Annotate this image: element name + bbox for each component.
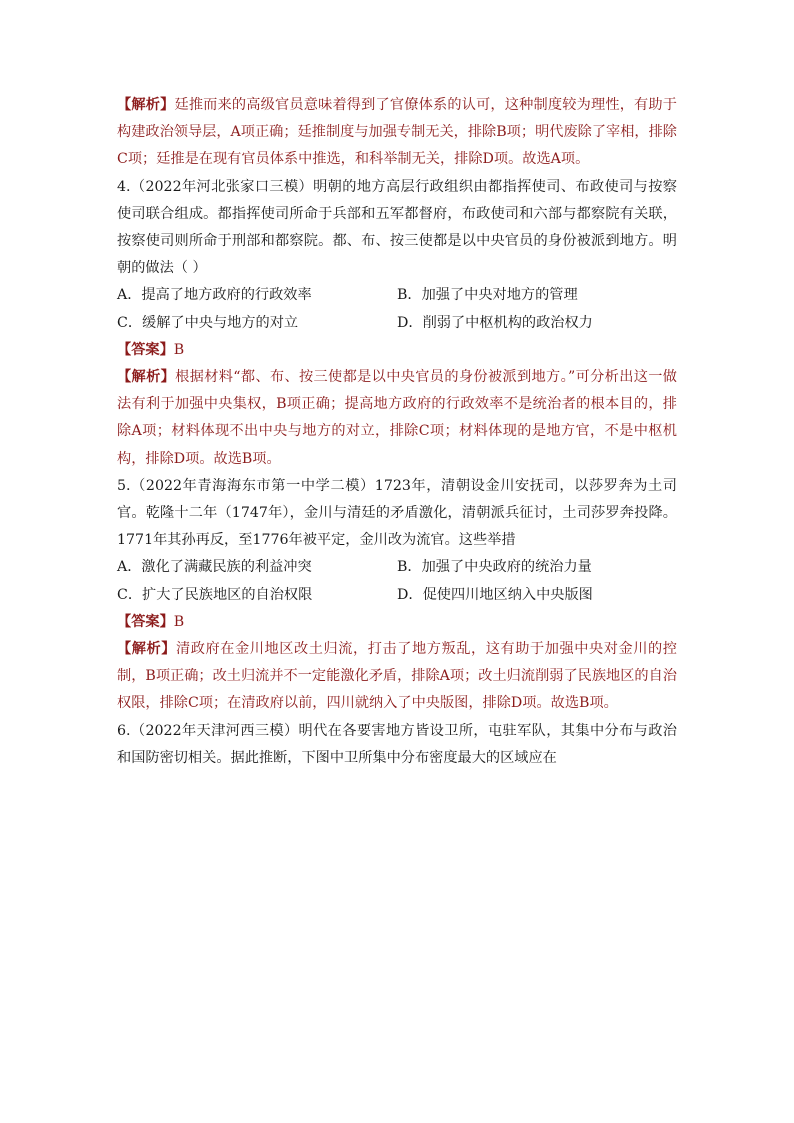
analysis-text: 清政府在金川地区改土归流，打击了地方叛乱，这有助于加强中央对金川的控制，B项正确；改土归流并不一定能激化矛盾，排除A项；改土归流削弱了民族地区的自治权限，排除C项；在清政府以前，四川就纳入了中央版图，排除D项。故选B项。 bbox=[117, 641, 677, 712]
question-6-stem: 6.（2022年天津河西三模）明代在各要害地方皆设卫所，屯驻军队，其集中分布与政治和国防密切相关。据此推断，下图中卫所集中分布密度最大的区域应在 bbox=[117, 722, 677, 766]
option-b: B．加强了中央政府的统治力量 bbox=[397, 559, 592, 576]
option-c: C．缓解了中央与地方的对立 bbox=[117, 314, 299, 331]
option-c: C．扩大了民族地区的自治权限 bbox=[117, 586, 313, 603]
question-4-stem: 4.（2022年河北张家口三模）明朝的地方高层行政组织由都指挥使司、布政使司与按察使司联合组成。都指挥使司所命于兵部和五军都督府，布政使司和六部与都察院有关联，按察使司则所命于刑部和都察院。都、布、按三使都是以中央官员的身份被派到地方。明朝的做法（ ） bbox=[117, 178, 677, 277]
answer-value: B bbox=[173, 341, 185, 358]
option-a: A．激化了满藏民族的利益冲突 bbox=[117, 559, 312, 576]
answer-tag: 【答案】 bbox=[117, 341, 174, 358]
document-page bbox=[117, 92, 677, 772]
answer-tag: 【答案】 bbox=[117, 613, 174, 630]
question-5-analysis bbox=[117, 636, 677, 718]
answer-value: B bbox=[173, 613, 185, 630]
question-4-analysis bbox=[117, 364, 677, 473]
analysis-text: 根据材料“都、布、按三使都是以中央官员的身份被派到地方。”可分析出这一做法有利于加强中央集权，B项正确；提高地方政府的行政效率不是统治者的根本目的，排除A项；材料体现不出中央与地方的对立，排除C项；材料体现的是地方官，不是中枢机构，排除D项。故选B项。 bbox=[117, 369, 677, 467]
q3-analysis bbox=[117, 92, 677, 174]
option-b: B．加强了中央对地方的管理 bbox=[397, 287, 578, 304]
option-d: D．促使四川地区纳入中央版图 bbox=[397, 586, 593, 603]
question-4-options bbox=[117, 282, 677, 336]
analysis-tag: 【解析】 bbox=[117, 641, 177, 658]
analysis-tag: 【解析】 bbox=[117, 369, 176, 386]
question-4-answer bbox=[117, 337, 677, 364]
option-d: D．削弱了中枢机构的政治权力 bbox=[397, 314, 593, 331]
analysis-text: 廷推而来的高级官员意味着得到了官僚体系的认可，这种制度较为理性，有助于构建政治领导层，A项正确；廷推制度与加强专制无关，排除B项；明代废除了宰相，排除C项；廷推是在现有官员体系中推选，和科举制无关，排除D项。故选A项。 bbox=[117, 97, 677, 168]
question-5-answer bbox=[117, 609, 677, 636]
question-5-options bbox=[117, 554, 677, 608]
analysis-tag: 【解析】 bbox=[117, 97, 175, 113]
option-a: A．提高了地方政府的行政效率 bbox=[117, 287, 312, 304]
question-5-stem: 5.（2022年青海海东市第一中学二模）1723年，清朝设金川安抚司，以莎罗奔为土司官。乾隆十二年（1747年），金川与清廷的矛盾激化，清朝派兵征讨，土司莎罗奔投降。1771年其孙再反，至1776年被平定，金川改为流官。这些举措 bbox=[117, 477, 677, 549]
